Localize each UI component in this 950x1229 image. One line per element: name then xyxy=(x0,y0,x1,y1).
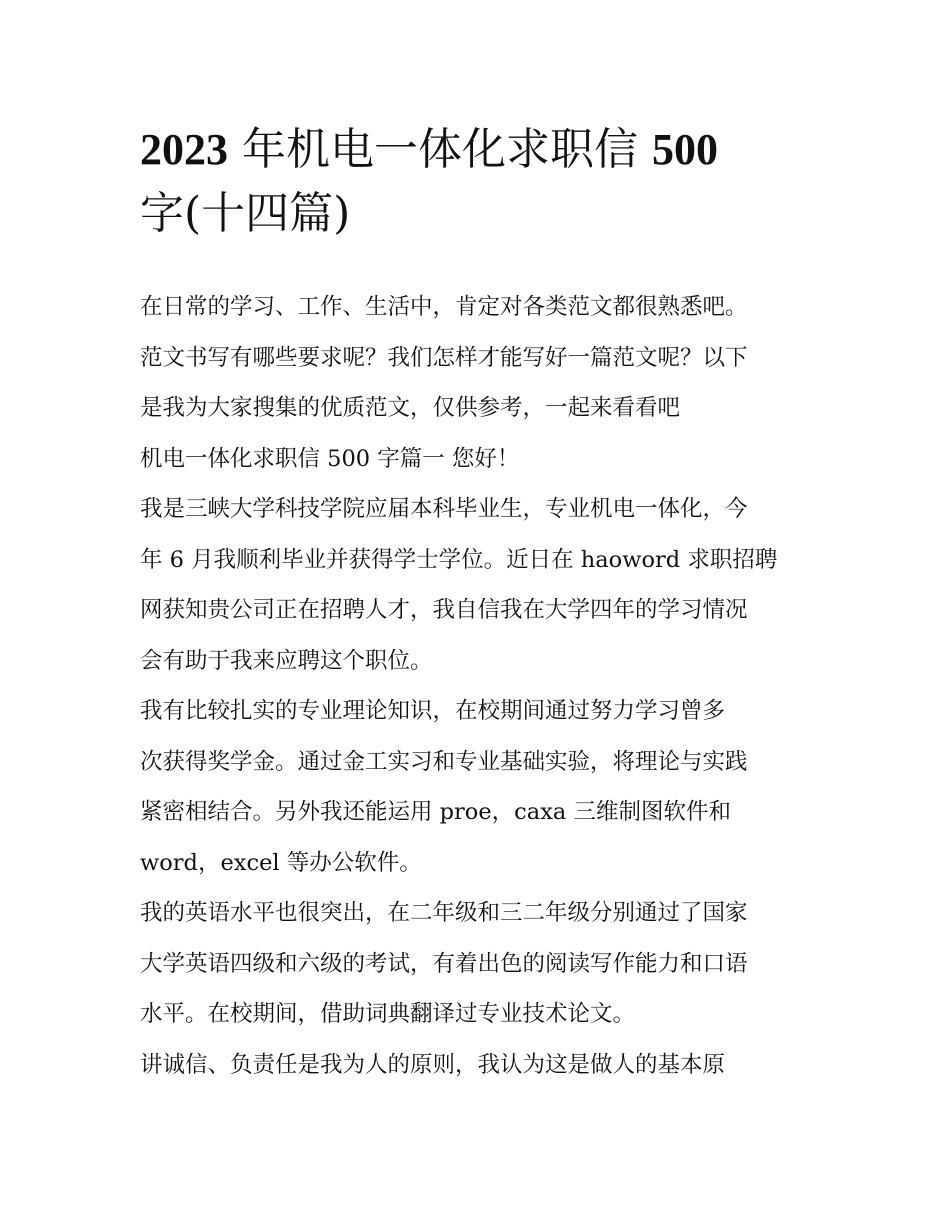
text-line: 年 6 月我顺利毕业并获得学士学位。近日在 haoword 求职招聘 xyxy=(140,546,778,573)
text-line: 范文书写有哪些要求呢？我们怎样才能写好一篇范文呢？以下 xyxy=(140,344,748,371)
text-line: 我有比较扎实的专业理论知识，在校期间通过努力学习曾多 xyxy=(140,698,726,724)
text-line: 我是三峡大学科技学院应届本科毕业生，专业机电一体化，今 xyxy=(140,496,748,522)
text-line: 在日常的学习、工作、生活中，肯定对各类范文都很熟悉吧。 xyxy=(140,294,748,320)
text-line: 我的英语水平也很突出，在二年级和三二年级分别通过了国家 xyxy=(140,900,748,926)
text-line: 次获得奖学金。通过金工实习和专业基础实验，将理论与实践 xyxy=(140,748,748,775)
title-text-1: 年机电一体化求职信 xyxy=(242,124,638,175)
text-line: 紧密相结合。另外我还能运用 proe，caxa 三维制图软件和 xyxy=(140,799,731,825)
text-line: 会有助于我来应聘这个职位。 xyxy=(140,647,433,674)
text-line: 网获知贵公司正在招聘人才，我自信我在大学四年的学习情况 xyxy=(140,597,748,623)
document-body xyxy=(140,282,820,1090)
text-line: 水平。在校期间，借助词典翻译过专业技术论文。 xyxy=(140,1001,636,1027)
document-title xyxy=(140,118,820,246)
text-line: 是我为大家搜集的优质范文，仅供参考，一起来看看吧 xyxy=(140,395,681,421)
text-line: 讲诚信、负责任是我为人的原则，我认为这是做人的基本原 xyxy=(140,1051,726,1078)
body-text xyxy=(140,282,820,1090)
section-heading-line: 机电一体化求职信 500 字篇一 您好！ xyxy=(140,445,520,472)
title-count: 500 xyxy=(652,125,718,174)
text-line: 大学英语四级和六级的考试，有着出色的阅读写作能力和口语 xyxy=(140,950,748,977)
text-line: word，excel 等办公软件。 xyxy=(140,849,422,876)
title-text-2: 字(十四篇) xyxy=(140,188,351,239)
title-year: 2023 xyxy=(140,125,228,174)
